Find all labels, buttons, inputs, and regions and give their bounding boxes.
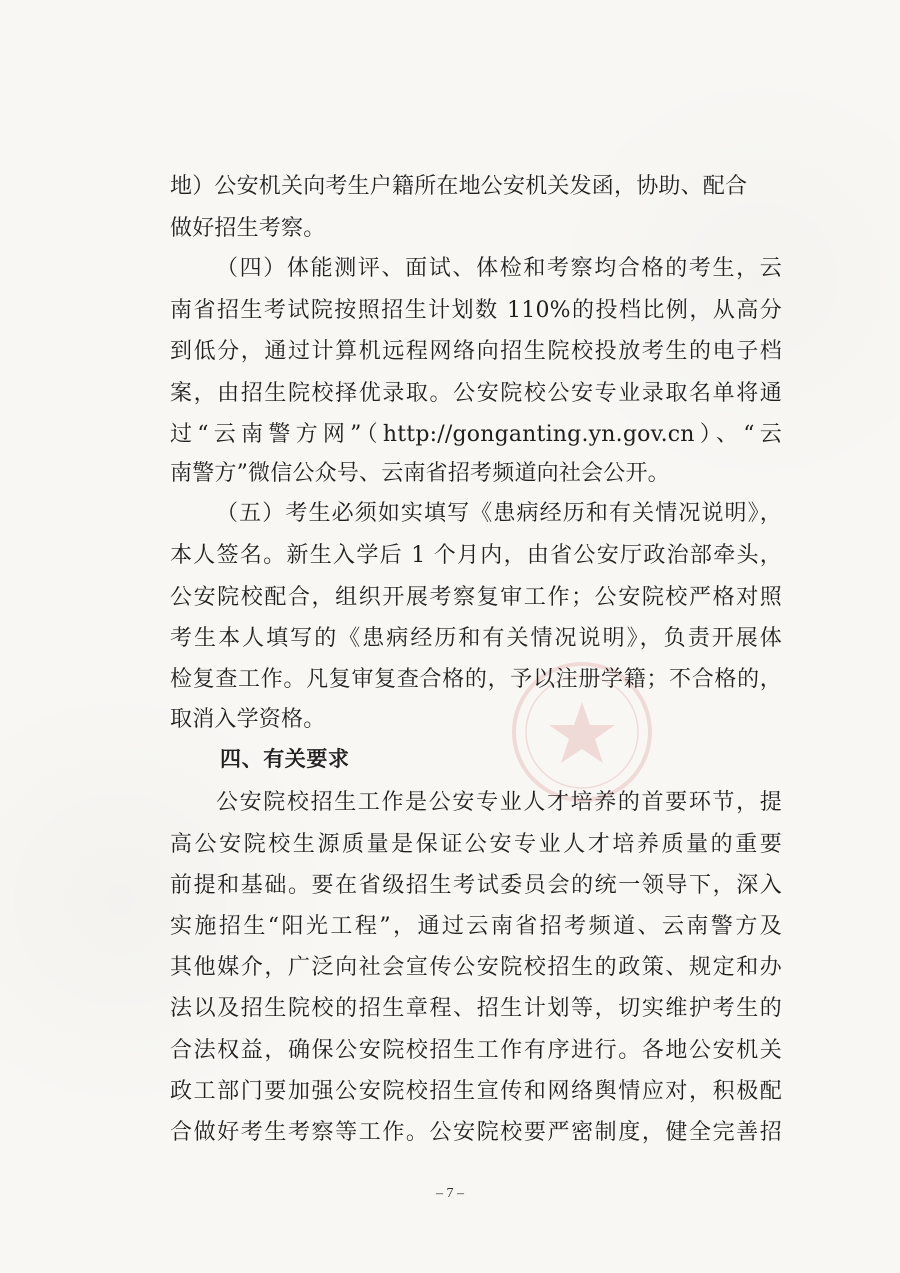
paragraph-four-line-5: 过“云南警方网”（http://gonganting.yn.gov.cn）、“云	[170, 422, 782, 447]
paragraph-five-line-4: 考生本人填写的《患病经历和有关情况说明》，负责开展体	[170, 626, 782, 651]
requirements-line-5: 其他媒介，广泛向社会宣传公安院校招生的政策、规定和办	[170, 955, 782, 980]
paragraph-four-line-4: 案，由招生院校择优录取。公安院校公安专业录取名单将通	[170, 381, 782, 406]
requirements-line-6: 法以及招生院校的招生章程、招生计划等，切实维护考生的	[170, 996, 782, 1021]
paragraph-five-line-3: 公安院校配合，组织开展考察复审工作；公安院校严格对照	[170, 585, 782, 610]
requirements-line-1: 公安院校招生工作是公安专业人才培养的首要环节，提	[216, 790, 782, 815]
document-line-1: 地）公安机关向考生户籍所在地公安机关发函，协助、配合	[170, 174, 748, 199]
paragraph-five-line-2: 本人签名。新生入学后 1 个月内，由省公安厅政治部牵头，	[170, 543, 782, 568]
requirements-line-8: 政工部门要加强公安院校招生宣传和网络舆情应对，积极配	[170, 1079, 782, 1104]
paragraph-five-line-5: 检复查工作。凡复审复查合格的，予以注册学籍；不合格的，	[170, 667, 782, 692]
paragraph-four-line-2: 南省招生考试院按照招生计划数 110%的投档比例，从高分	[170, 298, 782, 323]
paragraph-four-line-3: 到低分，通过计算机远程网络向招生院校投放考生的电子档	[170, 339, 782, 364]
requirements-line-7: 合法权益，确保公安院校招生工作有序进行。各地公安机关	[170, 1038, 782, 1063]
paragraph-five-line-6: 取消入学资格。	[170, 707, 326, 732]
document-line-2: 做好招生考察。	[170, 216, 326, 241]
requirements-line-2: 高公安院校生源质量是保证公安专业人才培养质量的重要	[170, 832, 782, 857]
requirements-line-4: 实施招生“阳光工程”，通过云南省招考频道、云南警方及	[170, 914, 782, 939]
paragraph-five-line-1: （五）考生必须如实填写《患病经历和有关情况说明》，	[216, 501, 782, 526]
page-number: – 7 –	[436, 1186, 464, 1201]
paragraph-four-line-1: （四）体能测评、面试、体检和考察均合格的考生，云	[216, 256, 782, 281]
requirements-line-9: 合做好考生考察等工作。公安院校要严密制度，健全完善招	[170, 1120, 782, 1145]
section-heading-requirements: 四、有关要求	[220, 747, 350, 771]
requirements-line-3: 前提和基础。要在省级招生考试委员会的统一领导下，深入	[170, 873, 782, 898]
paragraph-four-line-6: 南警方”微信公众号、云南省招考频道向社会公开。	[170, 461, 670, 486]
